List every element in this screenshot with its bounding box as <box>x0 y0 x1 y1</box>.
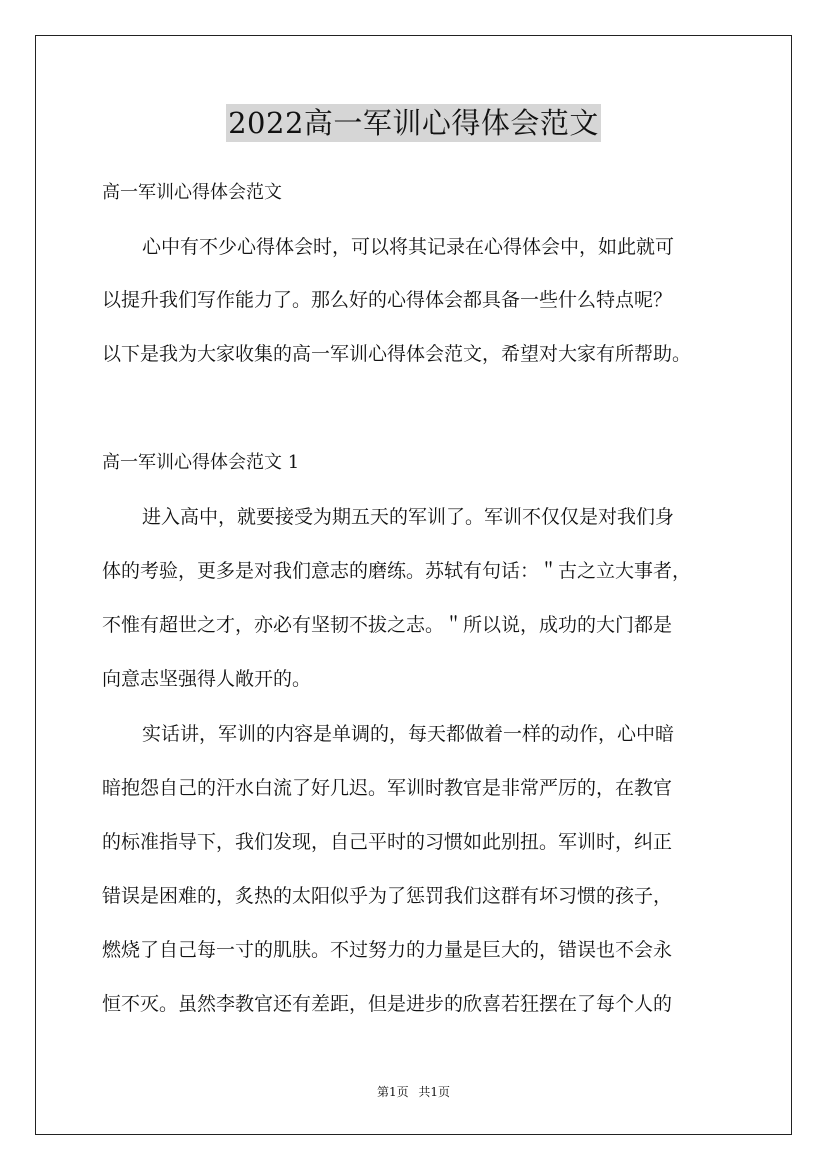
intro-line-3: 以下是我为大家收集的高一军训心得体会范文，希望对大家有所帮助。 <box>102 343 692 365</box>
para2-line-4: 错误是困难的，炙热的太阳似乎为了惩罚我们这群有坏习惯的孩子， <box>102 885 673 907</box>
page-footer <box>0 1084 827 1100</box>
para1-line-2: 体的考验，更多是对我们意志的磨练。苏轼有句话：＂古之立大事者， <box>102 560 692 582</box>
para1-line-3: 不惟有超世之才，亦必有坚韧不拔之志。＂所以说，成功的大门都是 <box>102 614 673 636</box>
intro-line-1: 心中有不少心得体会时，可以将其记录在心得体会中，如此就可 <box>142 236 675 258</box>
para2-line-1: 实话讲，军训的内容是单调的，每天都做着一样的动作，心中暗 <box>142 723 675 745</box>
title-wrap <box>0 104 827 142</box>
section1-heading: 高一军训心得体会范文 1 <box>102 452 300 473</box>
para2-line-5: 燃烧了自己每一寸的肌肤。不过努力的力量是巨大的，错误也不会永 <box>102 939 673 961</box>
page-total: 共1页 <box>418 1085 451 1099</box>
para1-line-4: 向意志坚强得人敞开的。 <box>102 668 312 690</box>
intro-heading: 高一军训心得体会范文 <box>102 182 282 203</box>
document-title: 2022高一军训心得体会范文 <box>228 106 599 140</box>
para1-line-1: 进入高中，就要接受为期五天的军训了。军训不仅仅是对我们身 <box>142 506 675 528</box>
para2-line-2: 暗抱怨自己的汗水白流了好几迟。军训时教官是非常严厉的，在教官 <box>102 777 673 799</box>
page-number: 第1页 <box>376 1085 409 1099</box>
para2-line-3: 的标准指导下，我们发现，自己平时的习惯如此别扭。军训时，纠正 <box>102 831 673 853</box>
para2-line-6: 恒不灭。虽然李教官还有差距，但是进步的欣喜若狂摆在了每个人的 <box>102 993 673 1015</box>
intro-line-2: 以提升我们写作能力了。那么好的心得体会都具备一些什么特点呢？ <box>102 289 673 311</box>
